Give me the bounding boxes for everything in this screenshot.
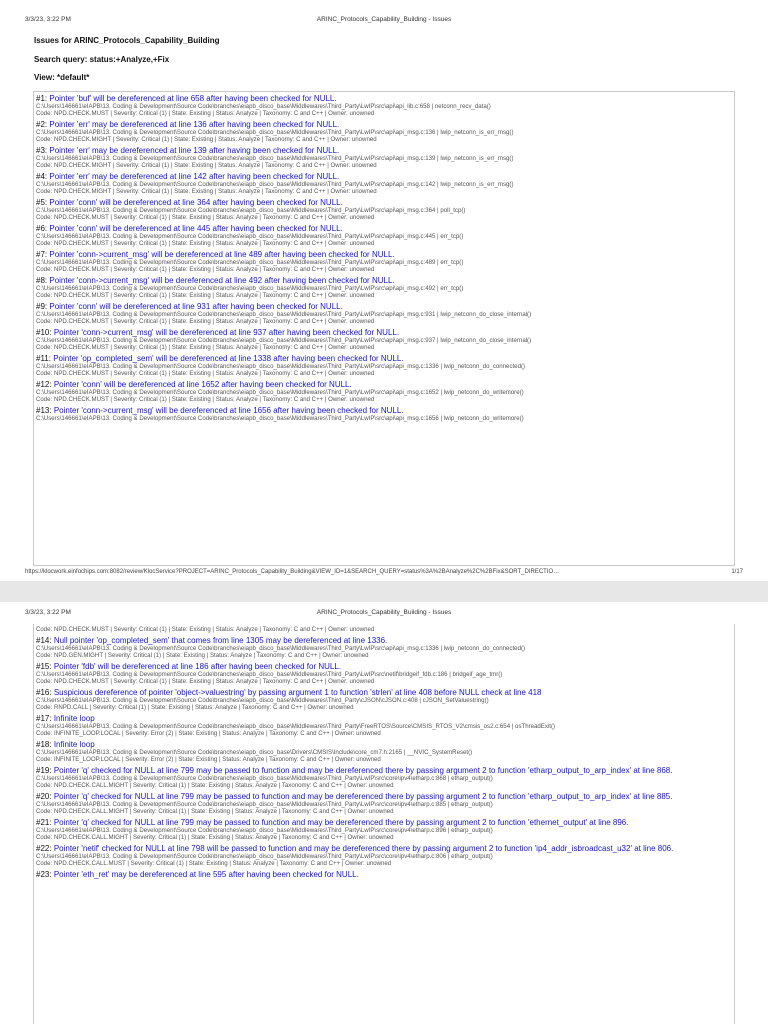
issue-title-row xyxy=(36,250,732,259)
issue-file-path: C:\Users\146661\eIAPB\13. Coding & Development\Source Code\branches\eiapb_disco_base\Middlewares\Third_Party\cJSON\cJSON.c:408 | cJSON_SetValuestring() xyxy=(36,697,489,704)
print-datetime: 3/3/23, 3:22 PM xyxy=(25,16,71,23)
issue-file-path: C:\Users\146661\eIAPB\13. Coding & Development\Source Code\branches\eiapb_disco_base\Middlewares\Third_Party\LwIP\src\api\api_msg.c:1336 | lwip_netconn_do_connected() xyxy=(36,645,526,652)
issue-item xyxy=(36,172,732,195)
issue-item xyxy=(36,406,732,422)
issue-item xyxy=(36,766,732,789)
issue-title-link[interactable]: Pointer 'netif' checked for NULL at line 798 will be passed to function and may be dereferenced there by passing argument 2 to function 'ip4_addr_isbroadcast_u32' at line 806. xyxy=(53,844,674,853)
issue-title-link[interactable]: Infinite loop xyxy=(53,714,95,723)
issue-file-path: C:\Users\146661\eIAPB\13. Coding & Development\Source Code\branches\eiapb_disco_base\Middlewares\Third_Party\LwIP\src\api\api_msg.c:489 | err_tcp() xyxy=(36,259,464,266)
issue-title-link[interactable]: Pointer 'conn->current_msg' will be dereferenced at line 1656 after having been checked for NULL. xyxy=(53,406,404,415)
issue-title-row xyxy=(36,740,732,749)
issue-metadata: Code: NPD.CHECK.MUST | Severity: Critical (1) | State: Existing | Status: Analyze | Taxonomy: C and C++ | Owner: unowned xyxy=(36,266,375,273)
issue-title-link[interactable]: Pointer 'op_completed_sem' will be dereferenced at line 1338 after having been checked for NULL. xyxy=(53,354,404,363)
issue-title-link[interactable]: Null pointer 'op_completed_sem' that comes from line 1305 may be dereferenced at line 1336. xyxy=(53,636,388,645)
issue-item xyxy=(36,198,732,221)
issue-file-path: C:\Users\146661\eIAPB\13. Coding & Development\Source Code\branches\eiapb_disco_base\Middlewares\Third_Party\LwIP\src\api\api_msg.c:931 | lwip_netconn_do_close_internal() xyxy=(36,311,532,318)
issue-metadata: Code: NPD.CHECK.CALL.MIGHT | Severity: Critical (1) | State: Existing | Status: Analyze | Taxonomy: C and C++ | Owner: unowned xyxy=(36,808,394,815)
issue-file-path: C:\Users\146661\eIAPB\13. Coding & Development\Source Code\branches\eiapb_disco_base\Drivers\CMSIS\Include\core_cm7.h:2165 | __NVIC_SystemReset() xyxy=(36,749,473,756)
issue-item xyxy=(36,120,732,143)
issue-title-link[interactable]: Pointer 'eth_ret' may be dereferenced at line 595 after having been checked for NULL. xyxy=(53,870,359,879)
issue-number: #3: xyxy=(36,146,48,155)
issue-title-row xyxy=(36,636,732,645)
issue-title-link[interactable]: Pointer 'q' checked for NULL at line 799 may be passed to function and may be dereferenced there by passing argument 2 to function 'etharp_output_to_arp_index' at line 885. xyxy=(53,792,673,801)
issue-item xyxy=(36,714,732,737)
issue-title-link[interactable]: Suspicious dereference of pointer 'object->valuestring' by passing argument 1 to function 'strlen' at line 408 before NULL check at line 418 xyxy=(53,688,542,697)
issue-number: #15: xyxy=(36,662,52,671)
issue-metadata: Code: NPD.CHECK.CALL.MIGHT | Severity: Critical (1) | State: Existing | Status: Analyze | Taxonomy: C and C++ | Owner: unowned xyxy=(36,782,394,789)
issue-file-path: C:\Users\146661\eIAPB\13. Coding & Development\Source Code\branches\eiapb_disco_base\Middlewares\Third_Party\LwIP\src\core\ipv4\etharp.c:896 | etharp_output() xyxy=(36,827,493,834)
issue-title-row xyxy=(36,766,732,775)
issue-file-path: C:\Users\146661\eIAPB\13. Coding & Development\Source Code\branches\eiapb_disco_base\Middlewares\Third_Party\LwIP\src\api\api_msg.c:364 | poll_tcp() xyxy=(36,207,466,214)
issue-item xyxy=(36,740,732,763)
issue-file-path: C:\Users\146661\eIAPB\13. Coding & Development\Source Code\branches\eiapb_disco_base\Middlewares\Third_Party\LwIP\src\api\api_msg.c:1656 | lwip_netconn_do_writemore() xyxy=(36,415,524,422)
issue-file-path: C:\Users\146661\eIAPB\13. Coding & Development\Source Code\branches\eiapb_disco_base\Middlewares\Third_Party\LwIP\src\api\api_msg.c:445 | err_tcp() xyxy=(36,233,464,240)
issue-item xyxy=(36,818,732,841)
issue-item xyxy=(36,636,732,659)
issue-title-row xyxy=(36,224,732,233)
issue-title-row xyxy=(36,870,732,879)
issue-number: #22: xyxy=(36,844,52,853)
issue-item xyxy=(36,870,732,879)
issue-metadata: Code: NPD.CHECK.MIGHT | Severity: Critical (1) | State: Existing | Status: Analyze | Taxonomy: C and C++ | Owner: unowned xyxy=(36,136,377,143)
issue-file-path: C:\Users\146661\eIAPB\13. Coding & Development\Source Code\branches\eiapb_disco_base\Middlewares\Third_Party\LwIP\src\api\api_msg.c:136 | lwip_netconn_is_err_msg() xyxy=(36,129,514,136)
issue-title-row xyxy=(36,792,732,801)
issue-title-link[interactable]: Pointer 'err' may be dereferenced at line 142 after having been checked for NULL. xyxy=(49,172,340,181)
issue-title-link[interactable]: Pointer 'conn' will be dereferenced at line 445 after having been checked for NULL. xyxy=(49,224,343,233)
issue-file-path: C:\Users\146661\eIAPB\13. Coding & Development\Source Code\branches\eiapb_disco_base\Middlewares\Third_Party\FreeRTOS\Source\CMSIS_RTOS_V2\cmsis_os2.c:654 | osThreadExit() xyxy=(36,723,556,730)
issue-title-link[interactable]: Pointer 'conn->current_msg' will be dereferenced at line 937 after having been checked for NULL. xyxy=(53,328,400,337)
issue-title-link[interactable]: Pointer 'q' checked for NULL at line 799 may be passed to function and may be dereferenced there by passing argument 2 to function 'ethernet_output' at line 896. xyxy=(53,818,629,827)
issue-title-row xyxy=(36,406,732,415)
issue-title-link[interactable]: Pointer 'conn' will be dereferenced at line 1652 after having been checked for NULL. xyxy=(53,380,352,389)
issue-metadata: Code: NPD.CHECK.MIGHT | Severity: Critical (1) | State: Existing | Status: Analyze | Taxonomy: C and C++ | Owner: unowned xyxy=(36,162,377,169)
issue-file-path: C:\Users\146661\eIAPB\13. Coding & Development\Source Code\branches\eiapb_disco_base\Middlewares\Third_Party\LwIP\src\core\ipv4\etharp.c:868 | etharp_output() xyxy=(36,775,493,782)
issue-title-row xyxy=(36,276,732,285)
issue-number: #10: xyxy=(36,328,52,337)
issue-number: #20: xyxy=(36,792,52,801)
issue-title-link[interactable]: Pointer 'conn->current_msg' will be dereferenced at line 492 after having been checked for NULL. xyxy=(49,276,395,285)
issue-title-link[interactable]: Pointer 'conn->current_msg' will be dereferenced at line 489 after having been checked for NULL. xyxy=(49,250,395,259)
issue-number: #9: xyxy=(36,302,48,311)
issue-number: #2: xyxy=(36,120,48,129)
issue-number: #21: xyxy=(36,818,52,827)
page-number: 1/17 xyxy=(731,569,743,575)
issue-metadata: Code: NPD.CHECK.MUST | Severity: Critical (1) | State: Existing | Status: Analyze | Taxonomy: C and C++ | Owner: unowned xyxy=(36,214,375,221)
issue-metadata: Code: NPD.CHECK.MUST | Severity: Critical (1) | State: Existing | Status: Analyze | Taxonomy: C and C++ | Owner: unowned xyxy=(36,344,375,351)
issue-metadata: Code: INFINITE_LOOP.LOCAL | Severity: Error (2) | State: Existing | Status: Analyze | Taxonomy: C and C++ | Owner: unowned xyxy=(36,730,381,737)
issue-number: #14: xyxy=(36,636,52,645)
issue-item xyxy=(36,146,732,169)
print-title: ARINC_Protocols_Capability_Building - Issues xyxy=(316,16,452,23)
issue-title-row xyxy=(36,120,732,129)
issue-metadata: Code: NPD.CHECK.CALL.MIGHT | Severity: Critical (1) | State: Existing | Status: Analyze | Taxonomy: C and C++ | Owner: unowned xyxy=(36,834,394,841)
issue-number: #8: xyxy=(36,276,48,285)
issue-metadata: Code: NPD.CHECK.MUST | Severity: Critical (1) | State: Existing | Status: Analyze | Taxonomy: C and C++ | Owner: unowned xyxy=(36,240,375,247)
issue-title-row xyxy=(36,380,732,389)
issue-metadata: Code: NPD.CHECK.MUST | Severity: Critical (1) | State: Existing | Status: Analyze | Taxonomy: C and C++ | Owner: unowned xyxy=(36,370,375,377)
issue-title-link[interactable]: Infinite loop xyxy=(53,740,95,749)
issue-metadata: Code: NPD.GEN.MIGHT | Severity: Critical (1) | State: Existing | Status: Analyze | Taxonomy: C and C++ | Owner: unowned xyxy=(36,652,369,659)
print-title: ARINC_Protocols_Capability_Building - Issues xyxy=(316,609,452,616)
issue-item xyxy=(36,844,732,867)
issue-metadata: Code: NPD.CHECK.MUST | Severity: Critical (1) | State: Existing | Status: Analyze | Taxonomy: C and C++ | Owner: unowned xyxy=(36,292,375,299)
issue-title-link[interactable]: Pointer 'err' may be dereferenced at line 139 after having been checked for NULL. xyxy=(49,146,340,155)
issue-number: #23: xyxy=(36,870,52,879)
issue-item xyxy=(36,792,732,815)
issue-title-row xyxy=(36,354,732,363)
issue-title-link[interactable]: Pointer 'q' checked for NULL at line 799 may be passed to function and may be dereferenced there by passing argument 2 to function 'etharp_output_to_arp_index' at line 868. xyxy=(53,766,673,775)
issue-item xyxy=(36,302,732,325)
issue-number: #17: xyxy=(36,714,52,723)
issue-metadata: Code: NPD.CHECK.MUST | Severity: Critical (1) | State: Existing | Status: Analyze | Taxonomy: C and C++ | Owner: unowned xyxy=(36,318,375,325)
issue-metadata: Code: RNPD.CALL | Severity: Critical (1) | State: Existing | Status: Analyze | Taxonomy: C and C++ | Owner: unowned xyxy=(36,704,354,711)
print-url: https://klocwork.einfochips.com:8082/review/KlocService?PROJECT=ARINC_Protocols_Capability_Building&VIEW_ID=1&SEARCH_QUERY=status%3A%2BAnalyze%2C%2BFix&SORT_DIRECTIO… xyxy=(25,569,560,575)
issue-item xyxy=(36,250,732,273)
issue-metadata: Code: NPD.CHECK.MUST | Severity: Critical (1) | State: Existing | Status: Analyze | Taxonomy: C and C++ | Owner: unowned xyxy=(36,678,375,685)
issue-title-row xyxy=(36,302,732,311)
issue-file-path: C:\Users\146661\eIAPB\13. Coding & Development\Source Code\branches\eiapb_disco_base\Middlewares\Third_Party\LwIP\src\api\api_msg.c:142 | lwip_netconn_is_err_msg() xyxy=(36,181,514,188)
issue-file-path: C:\Users\146661\eIAPB\13. Coding & Development\Source Code\branches\eiapb_disco_base\Middlewares\Third_Party\LwIP\src\netif\bridgeif_fdb.c:186 | bridgeif_age_tmr() xyxy=(36,671,503,678)
print-datetime: 3/3/23, 3:22 PM xyxy=(25,609,71,616)
report-heading: Issues for ARINC_Protocols_Capability_Building xyxy=(34,36,220,45)
issue-item xyxy=(36,354,732,377)
issue-file-path: C:\Users\146661\eIAPB\13. Coding & Development\Source Code\branches\eiapb_disco_base\Middlewares\Third_Party\LwIP\src\api\api_lib.c:658 | netconn_recv_data() xyxy=(36,103,491,110)
issue-file-path: C:\Users\146661\eIAPB\13. Coding & Development\Source Code\branches\eiapb_disco_base\Middlewares\Third_Party\LwIP\src\core\ipv4\etharp.c:885 | etharp_output() xyxy=(36,801,493,808)
issue-title-link[interactable]: Pointer 'conn' will be dereferenced at line 364 after having been checked for NULL. xyxy=(49,198,343,207)
issue-item xyxy=(36,276,732,299)
issue-number: #19: xyxy=(36,766,52,775)
issue-file-path: C:\Users\146661\eIAPB\13. Coding & Development\Source Code\branches\eiapb_disco_base\Middlewares\Third_Party\LwIP\src\api\api_msg.c:1652 | lwip_netconn_do_writemore() xyxy=(36,389,524,396)
issue-number: #6: xyxy=(36,224,48,233)
issue-metadata: Code: NPD.CHECK.MIGHT | Severity: Critical (1) | State: Existing | Status: Analyze | Taxonomy: C and C++ | Owner: unowned xyxy=(36,188,377,195)
issue-item xyxy=(36,662,732,685)
search-query: Search query: status:+Analyze,+Fix xyxy=(34,55,170,64)
issue-file-path: C:\Users\146661\eIAPB\13. Coding & Development\Source Code\branches\eiapb_disco_base\Middlewares\Third_Party\LwIP\src\core\ipv4\etharp.c:806 | etharp_output() xyxy=(36,853,493,860)
issue-title-row xyxy=(36,844,732,853)
issue-title-row xyxy=(36,714,732,723)
issue-title-row xyxy=(36,172,732,181)
issue-title-row xyxy=(36,198,732,207)
issue-item xyxy=(36,688,732,711)
issue-number: #12: xyxy=(36,380,52,389)
issue-file-path: C:\Users\146661\eIAPB\13. Coding & Development\Source Code\branches\eiapb_disco_base\Middlewares\Third_Party\LwIP\src\api\api_msg.c:937 | lwip_netconn_do_close_internal() xyxy=(36,337,532,344)
issue-item xyxy=(36,328,732,351)
issue-file-path: C:\Users\146661\eIAPB\13. Coding & Development\Source Code\branches\eiapb_disco_base\Middlewares\Third_Party\LwIP\src\api\api_msg.c:492 | err_tcp() xyxy=(36,285,464,292)
issue-number: #4: xyxy=(36,172,48,181)
report-page-2 xyxy=(0,602,768,1024)
issue-number: #1: xyxy=(36,94,48,103)
issue-title-link[interactable]: Pointer 'err' may be dereferenced at line 136 after having been checked for NULL. xyxy=(49,120,340,129)
issue-item xyxy=(36,94,732,117)
issue-title-row xyxy=(36,146,732,155)
issue-title-link[interactable]: Pointer 'buf' will be dereferenced at line 658 after having been checked for NULL. xyxy=(49,94,337,103)
issue-title-link[interactable]: Pointer 'conn' will be dereferenced at line 931 after having been checked for NULL. xyxy=(49,302,343,311)
issue-metadata: Code: NPD.CHECK.MUST | Severity: Critical (1) | State: Existing | Status: Analyze | Taxonomy: C and C++ | Owner: unowned xyxy=(36,396,375,403)
issue-metadata: Code: NPD.CHECK.CALL.MUST | Severity: Critical (1) | State: Existing | Status: Analyze | Taxonomy: C and C++ | Owner: unowned xyxy=(36,860,392,867)
issue-title-row xyxy=(36,818,732,827)
issue-item xyxy=(36,380,732,403)
issue-file-path: C:\Users\146661\eIAPB\13. Coding & Development\Source Code\branches\eiapb_disco_base\Middlewares\Third_Party\LwIP\src\api\api_msg.c:1336 | lwip_netconn_do_connected() xyxy=(36,363,526,370)
issues-list xyxy=(33,91,735,566)
issue-number: #11: xyxy=(36,354,51,363)
issue-title-link[interactable]: Pointer 'fdb' will be dereferenced at line 186 after having been checked for NULL. xyxy=(53,662,342,671)
issue-title-row xyxy=(36,688,732,697)
issue-number: #5: xyxy=(36,198,48,207)
issue-metadata: Code: NPD.CHECK.MUST | Severity: Critical (1) | State: Existing | Status: Analyze | Taxonomy: C and C++ | Owner: unowned xyxy=(36,110,375,117)
issue-title-row xyxy=(36,662,732,671)
issue-meta-carryover: Code: NPD.CHECK.MUST | Severity: Critical (1) | State: Existing | Status: Analyze | Taxonomy: C and C++ | Owner: unowned xyxy=(36,626,375,633)
issue-number: #13: xyxy=(36,406,52,415)
issue-file-path: C:\Users\146661\eIAPB\13. Coding & Development\Source Code\branches\eiapb_disco_base\Middlewares\Third_Party\LwIP\src\api\api_msg.c:139 | lwip_netconn_is_err_msg() xyxy=(36,155,514,162)
issue-number: #7: xyxy=(36,250,48,259)
issue-item xyxy=(36,224,732,247)
issues-list-continued xyxy=(33,624,735,1024)
issue-metadata: Code: INFINITE_LOOP.LOCAL | Severity: Error (2) | State: Existing | Status: Analyze | Taxonomy: C and C++ | Owner: unowned xyxy=(36,756,381,763)
issue-title-row xyxy=(36,94,732,103)
issue-title-row xyxy=(36,328,732,337)
issue-number: #18: xyxy=(36,740,52,749)
view-label: View: *default* xyxy=(34,73,90,82)
issue-number: #16: xyxy=(36,688,52,697)
